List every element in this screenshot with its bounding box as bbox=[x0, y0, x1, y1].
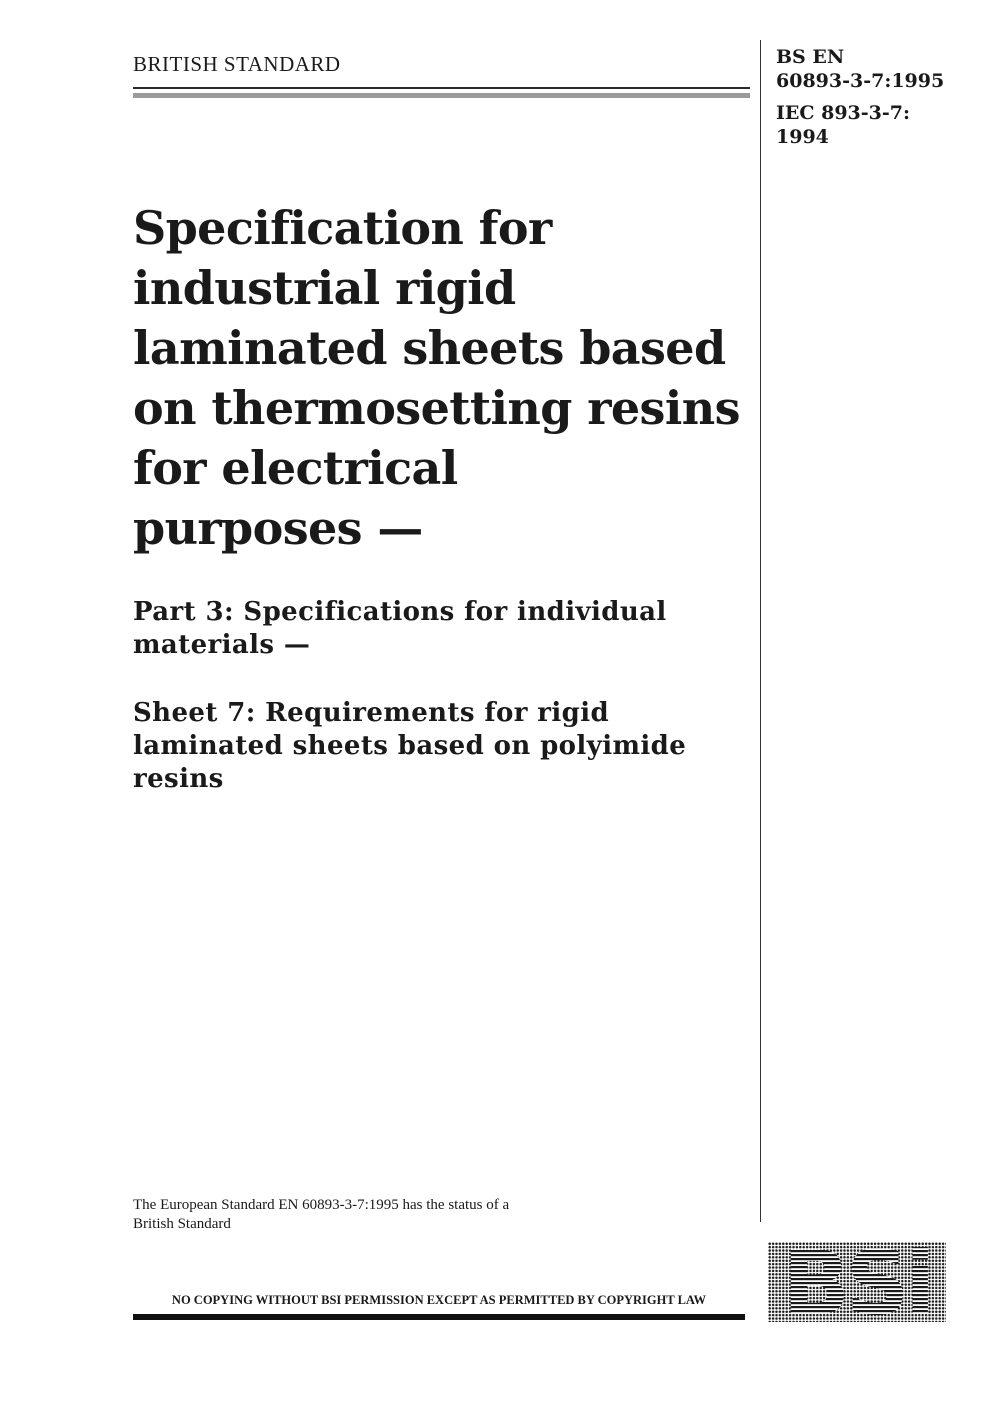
bsi-logo-icon bbox=[768, 1242, 946, 1322]
copyright-notice: NO COPYING WITHOUT BSI PERMISSION EXCEPT AS PERMITTED BY COPYRIGHT LAW bbox=[171, 1293, 707, 1307]
header-label: BRITISH STANDARD bbox=[133, 52, 341, 76]
part-subtitle-line: materials — bbox=[133, 630, 311, 660]
part-subtitle bbox=[133, 596, 753, 662]
standard-number-line-1: BS EN bbox=[776, 46, 845, 68]
part-subtitle-line: Part 3: Specifications for individual bbox=[133, 597, 667, 627]
title-line: industrial rigid bbox=[133, 261, 516, 315]
standard-number-line-2: 60893-3-7:1995 bbox=[776, 70, 945, 92]
sheet-subtitle-line: Sheet 7: Requirements for rigid bbox=[133, 698, 610, 728]
header-rule-thin bbox=[133, 87, 750, 89]
sheet-subtitle-line: laminated sheets based on polyimide bbox=[133, 731, 687, 761]
title-line: for electrical bbox=[133, 441, 458, 495]
document-title bbox=[133, 198, 753, 558]
sheet-subtitle bbox=[133, 697, 753, 796]
vertical-divider bbox=[760, 40, 761, 1222]
bsi-logo-text: BSi bbox=[782, 1242, 932, 1322]
status-note bbox=[133, 1196, 653, 1234]
title-line: laminated sheets based bbox=[133, 321, 726, 375]
header-rule-thick bbox=[133, 93, 750, 98]
sheet-subtitle-line: resins bbox=[133, 764, 224, 794]
title-line: Specification for bbox=[133, 201, 552, 255]
standard-number-line-3: IEC 893-3-7: bbox=[776, 102, 910, 124]
status-note-line: British Standard bbox=[133, 1216, 231, 1232]
standard-number-line-4: 1994 bbox=[776, 126, 829, 148]
footer-rule bbox=[133, 1314, 745, 1320]
title-line: on thermosetting resins bbox=[133, 381, 740, 435]
status-note-line: The European Standard EN 60893-3-7:1995 has the status of a bbox=[133, 1197, 510, 1213]
title-line: purposes — bbox=[133, 501, 423, 555]
